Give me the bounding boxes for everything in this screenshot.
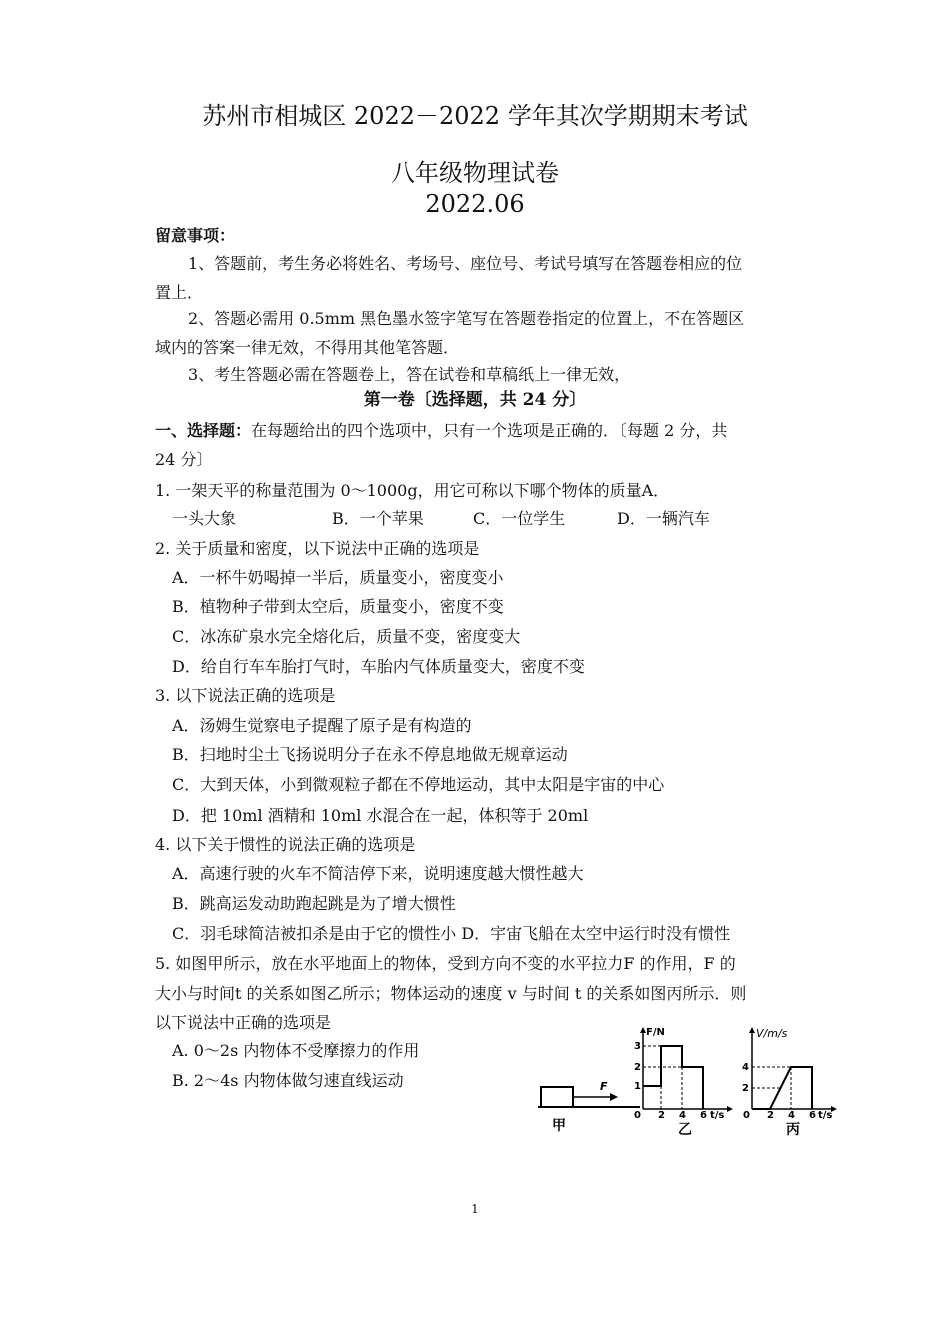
q4-stem: 4. 以下关于惯性的说法正确的选项是 bbox=[155, 835, 416, 854]
q3-option-c: C．大到天体，小到微观粒子都在不停地运动，其中太阳是宇宙的中心 bbox=[172, 775, 665, 794]
label-jia: 甲 bbox=[552, 1118, 566, 1134]
part-desc: 在每题给出的四个选项中，只有一个选项是正确的．〔每题 2 分，共 bbox=[251, 421, 728, 440]
q1-option-d: D．一辆汽车 bbox=[617, 509, 710, 528]
notice-item-2: 2、答题必需用 0.5mm 黑色墨水签字笔写在答题卷指定的位置上，不在答题区 bbox=[188, 309, 745, 328]
bing-v-axis-arrow bbox=[749, 1027, 755, 1033]
q1-option-b: B．一个苹果 bbox=[332, 509, 424, 528]
exam-date: 2022.06 bbox=[425, 190, 525, 218]
notice-item-2-cont: 域内的答案一律无效，不得用其他笔答题． bbox=[155, 338, 460, 357]
q4-option-b: B．跳高运发动助跑起跳是为了增大惯性 bbox=[172, 894, 456, 913]
yi-axis-label: F/N bbox=[646, 1027, 665, 1038]
q5-stem-cont-2: 以下说法中正确的选项是 bbox=[155, 1013, 332, 1032]
q2-option-d: D．给自行车车胎打气时，车胎内气体质量变大，密度不变 bbox=[172, 657, 585, 676]
q2-option-c: C．冰冻矿泉水完全熔化后，质量不变，密度变大 bbox=[172, 627, 521, 646]
block bbox=[541, 1087, 573, 1107]
q4-option-a: A．高速行驶的火车不简洁停下来，说明速度越大惯性越大 bbox=[172, 864, 584, 883]
q5-option-a: A. 0～2s 内物体不受摩擦力的作用 bbox=[172, 1041, 420, 1060]
bing-velocity-line bbox=[752, 1067, 812, 1109]
figure-yi bbox=[634, 1027, 733, 1138]
bing-tick-t6: 6 bbox=[809, 1110, 816, 1121]
q2-option-a: A．一杯牛奶喝掉一半后，质量变小，密度变小 bbox=[172, 568, 504, 587]
force-arrowhead bbox=[610, 1093, 618, 1101]
part-label: 一、选择题： bbox=[155, 421, 252, 440]
bing-t-label: t/s bbox=[818, 1110, 833, 1121]
q5-option-b: B. 2～4s 内物体做匀速直线运动 bbox=[172, 1071, 404, 1090]
yi-tick-t2: 2 bbox=[658, 1110, 665, 1121]
exam-title: 苏州市相城区 2022－2022 学年其次学期期末考试 bbox=[202, 102, 748, 130]
label-bing: 丙 bbox=[786, 1122, 800, 1138]
q3-option-a: A．汤姆生觉察电子提醒了原子是有构造的 bbox=[172, 716, 472, 735]
bing-axis-label: V/m/s bbox=[756, 1027, 788, 1040]
part-instruction-cont: 24 分〕 bbox=[155, 450, 213, 469]
notice-item-1: 1、答题前，考生务必将姓名、考场号、座位号、考试号填写在答题卷相应的位 bbox=[188, 254, 743, 273]
notice-heading: 留意事项： bbox=[155, 226, 236, 245]
bing-tick-t2: 2 bbox=[767, 1110, 774, 1121]
yi-tick-t6: 6 bbox=[700, 1110, 707, 1121]
yi-tick-3: 3 bbox=[634, 1041, 641, 1052]
bing-tick-t4: 4 bbox=[788, 1110, 795, 1121]
q5-figure bbox=[530, 1025, 850, 1140]
section-heading: 第一卷〔选择题，共 24 分〕 bbox=[363, 390, 587, 410]
yi-t-axis-arrow bbox=[727, 1106, 733, 1112]
bing-tick-t0: 0 bbox=[743, 1110, 750, 1121]
yi-tick-t0: 0 bbox=[634, 1110, 641, 1121]
q3-option-b: B．扫地时尘土飞扬说明分子在永不停息地做无规章运动 bbox=[172, 745, 568, 764]
q5-figure-svg bbox=[530, 1025, 850, 1140]
q4-option-cd: C．羽毛球简洁被扣杀是由于它的惯性小 D．宇宙飞船在太空中运行时没有惯性 bbox=[172, 924, 731, 943]
q5-stem-cont-1: 大小与时间t 的关系如图乙所示；物体运动的速度 v 与时间 t 的关系如图丙所示．则 bbox=[155, 984, 747, 1003]
bing-tick-4: 4 bbox=[742, 1062, 749, 1073]
page-number: 1 bbox=[471, 1202, 479, 1216]
q1-stem: 1. 一架天平的称量范围为 0～1000g，用它可称以下哪个物体的质量A． bbox=[155, 481, 670, 500]
q3-option-d: D．把 10ml 酒精和 10ml 水混合在一起，体积等于 20ml bbox=[172, 806, 589, 825]
bing-tick-2: 2 bbox=[742, 1083, 749, 1094]
part-instruction bbox=[155, 421, 727, 441]
force-label: F bbox=[600, 1080, 608, 1093]
yi-tick-1: 1 bbox=[634, 1081, 641, 1092]
figure-bing bbox=[742, 1027, 837, 1138]
q1-option-a: 一头大象 bbox=[172, 509, 237, 528]
yi-tick-2: 2 bbox=[634, 1062, 641, 1073]
label-yi: 乙 bbox=[678, 1122, 692, 1138]
yi-tick-t4: 4 bbox=[679, 1110, 686, 1121]
q2-option-b: B．植物种子带到太空后，质量变小，密度不变 bbox=[172, 597, 504, 616]
yi-t-label: t/s bbox=[710, 1110, 725, 1121]
q1-option-c: C．一位学生 bbox=[473, 509, 566, 528]
q5-stem: 5. 如图甲所示，放在水平地面上的物体，受到方向不变的水平拉力F 的作用，F 的 bbox=[155, 954, 736, 973]
yi-force-line bbox=[643, 1046, 703, 1109]
q3-stem: 3. 以下说法正确的选项是 bbox=[155, 686, 336, 705]
notice-item-3: 3、考生答题必需在答题卷上，答在试卷和草稿纸上一律无效， bbox=[188, 365, 631, 384]
q2-stem: 2. 关于质量和密度，以下说法中正确的选项是 bbox=[155, 539, 480, 558]
notice-item-1-cont: 置上． bbox=[155, 283, 204, 302]
figure-jia bbox=[538, 1080, 640, 1134]
exam-subtitle: 八年级物理试卷 bbox=[391, 159, 559, 187]
